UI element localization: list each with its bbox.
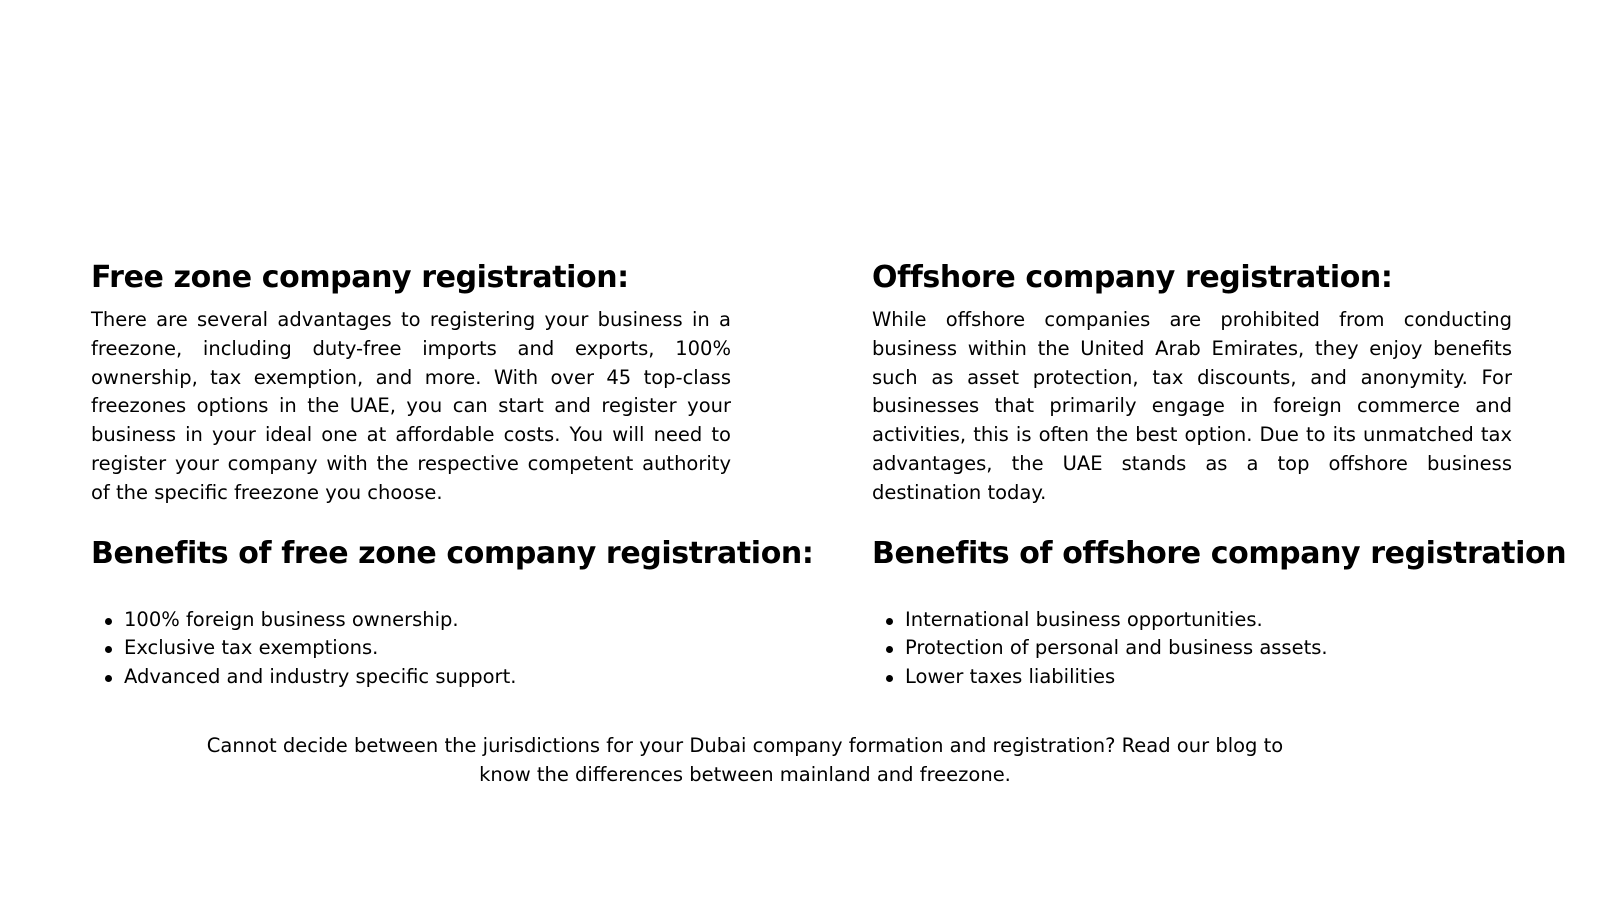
- list-item: [105, 634, 733, 663]
- freezone-benefits-title: Benefits of free zone company registration:: [91, 535, 814, 571]
- bullet-icon: [105, 675, 112, 682]
- list-item: [886, 634, 1514, 663]
- benefit-text: International business opportunities.: [905, 607, 1263, 631]
- offshore-benefits-list: [872, 606, 1514, 692]
- bullet-icon: [886, 618, 893, 625]
- benefit-text: Advanced and industry specific support.: [124, 665, 517, 689]
- list-item: [886, 606, 1514, 635]
- bullet-icon: [105, 646, 112, 653]
- benefit-text: Exclusive tax exemptions.: [124, 636, 379, 660]
- freezone-description: There are several advantages to registering your business in a freezone, including duty-free imports and exports, 100% ownership, tax exemption, and more. With over 45 top-class freezones options in the UAE, you can start and register your business in your ideal one at affordable costs. You will need to register your company with the respective competent authority of the specific freezone you choose.: [91, 308, 731, 504]
- benefit-text: Protection of personal and business assets.: [905, 636, 1328, 660]
- offshore-benefits-title: Benefits of offshore company registration: [872, 535, 1567, 571]
- offshore-title: Offshore company registration:: [872, 260, 1393, 295]
- offshore-description: While offshore companies are prohibited from conducting business within the United Arab Emirates, they enjoy benefits such as asset protection, tax discounts, and anonymity. For businesses that primarily engage in foreign commerce and activities, this is often the best option. Due to its unmatched tax advantages, the UAE stands as a top offshore business destination today.: [872, 308, 1512, 504]
- offshore-section: [872, 256, 1567, 692]
- benefit-text: Lower taxes liabilities: [905, 665, 1116, 689]
- bullet-icon: [886, 646, 893, 653]
- list-item: [886, 663, 1514, 692]
- bullet-icon: [886, 675, 893, 682]
- list-item: [105, 663, 733, 692]
- benefit-text: 100% foreign business ownership.: [124, 607, 459, 631]
- freezone-benefits-list: [91, 606, 733, 692]
- footer-note: Cannot decide between the jurisdictions for your Dubai company formation and registration? Read our blog to know the differences between mainland and freezone.: [206, 734, 1284, 786]
- freezone-section: [91, 256, 814, 692]
- list-item: [105, 606, 733, 635]
- freezone-title: Free zone company registration:: [91, 260, 629, 295]
- bullet-icon: [105, 618, 112, 625]
